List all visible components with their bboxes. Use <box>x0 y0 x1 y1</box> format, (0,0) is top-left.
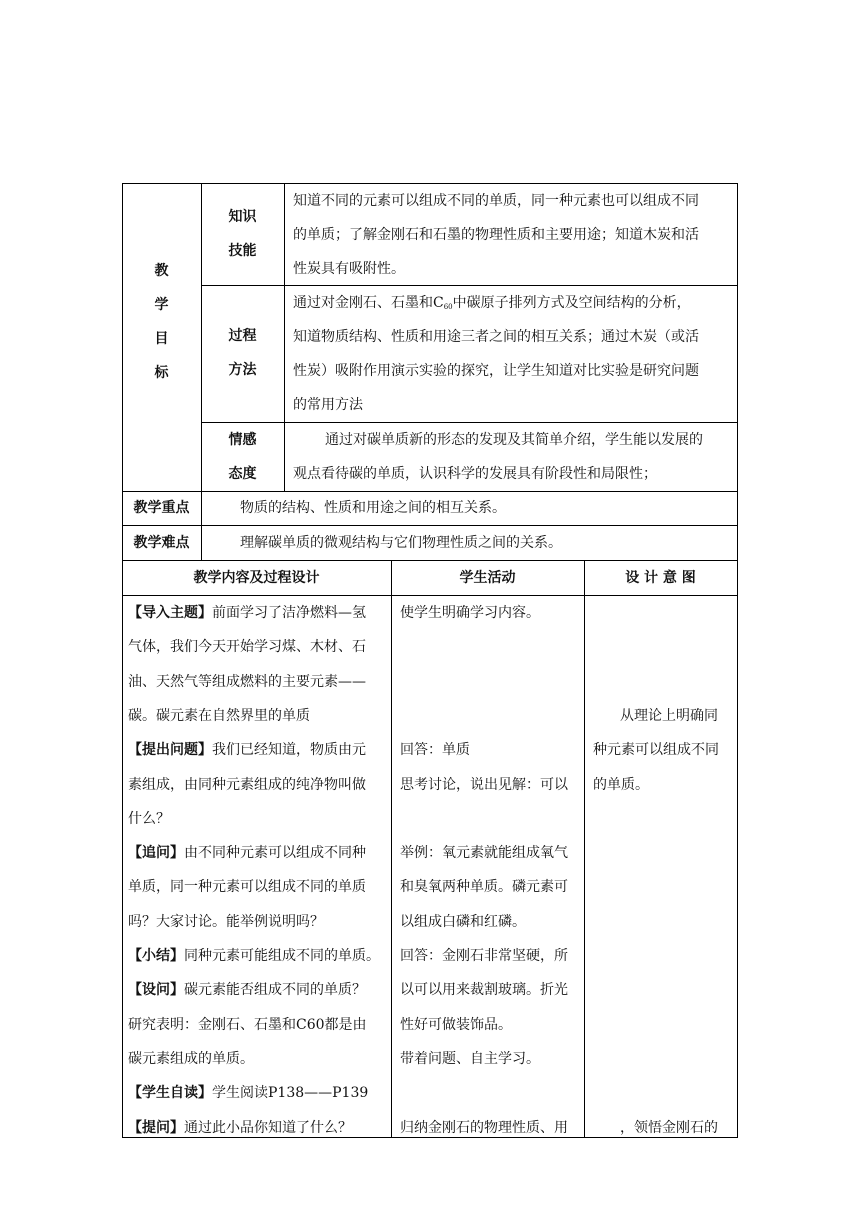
activity-line: 以可以用来裁割玻璃。折光 <box>400 982 568 999</box>
content-line-text: 单质，同一种元素可以组成不同的单质 <box>128 879 366 896</box>
content-line <box>128 768 366 802</box>
intent-line: 的单质。 <box>593 776 649 793</box>
goals-label-4: 标 <box>154 365 169 381</box>
key-point-label: 教学重点 <box>133 500 190 516</box>
process-text-post: 中碳原子排列方式及空间结构的分析， <box>452 295 691 311</box>
c60-subscript: 60 <box>443 303 453 311</box>
content-line-text: 由不同种元素可以组成不同种 <box>184 845 366 862</box>
process-text-line: 性炭）吸附作用演示实验的探究，让学生知道对比实验是研究问题 <box>293 363 699 379</box>
content-line-text: 研究表明：金刚石、石墨和C60都是由 <box>128 1016 367 1033</box>
goals-label-2: 学 <box>154 297 169 313</box>
goals-label-3: 目 <box>154 331 169 347</box>
activity-line: 归纳金刚石的物理性质、用 <box>400 1119 568 1136</box>
activity-line: 使学生明确学习内容。 <box>400 605 540 621</box>
content-line-tag: 【设问】 <box>128 982 184 999</box>
activity-line: 带着问题、自主学习。 <box>400 1050 540 1067</box>
intent-line: ，领悟金刚石的 <box>620 1119 718 1136</box>
content-line-tag: 【提问】 <box>128 1119 184 1136</box>
content-line <box>128 836 366 870</box>
activity-line: 回答：金刚石非常坚硬，所 <box>400 948 568 964</box>
difficulty-text: 理解碳单质的微观结构与它们物理性质之间的关系。 <box>240 535 562 551</box>
content-line-text: 素组成，由同种元素组成的纯净物叫做 <box>128 776 366 793</box>
process-text-line: 的常用方法 <box>293 397 363 413</box>
process-label-2: 方法 <box>228 362 257 378</box>
emotion-text-line: 通过对碳单质新的形态的发现及其简单介绍，学生能以发展的 <box>325 432 703 448</box>
process-text-line <box>293 286 691 324</box>
goals-label-1: 教 <box>154 263 169 279</box>
process-label-1: 过程 <box>228 328 257 344</box>
activity-line: 和臭氧两种单质。磷元素可 <box>400 879 568 896</box>
content-line-text: 油、天然气等组成燃料的主要元素—— <box>128 673 366 690</box>
intent-line: 种元素可以组成不同 <box>593 742 719 759</box>
content-line-text: 学生阅读P138——P139 <box>212 1085 369 1102</box>
content-line <box>128 596 366 630</box>
emotion-label-2: 态度 <box>228 466 257 482</box>
content-line-text: 通过此小品你知道了什么？ <box>184 1119 352 1136</box>
content-line-text: 气体，我们今天开始学习煤、木材、石 <box>128 639 366 656</box>
content-line-text: 我们已经知道，物质由元 <box>212 742 366 759</box>
emotion-label-1: 情感 <box>228 432 257 448</box>
content-line-text: 碳元素能否组成不同的单质？ <box>184 982 366 999</box>
activity-line: 思考讨论，说出见解：可以 <box>400 776 568 793</box>
content-line-text: 碳元素组成的单质。 <box>128 1050 254 1067</box>
process-text-pre: 通过对金刚石、石墨和C <box>293 295 444 311</box>
activity-line: 性好可做装饰品。 <box>400 1016 512 1033</box>
difficulty-label: 教学难点 <box>133 535 190 551</box>
knowledge-label-1: 知识 <box>228 209 257 225</box>
content-line <box>128 870 366 904</box>
content-line-tag: 【导入主题】 <box>128 605 212 621</box>
content-line-text: 碳。碳元素在自然界里的单质 <box>128 707 310 724</box>
content-line <box>128 665 366 699</box>
header-activity: 学生活动 <box>459 570 516 586</box>
header-content: 教学内容及过程设计 <box>193 570 320 586</box>
content-line-text: 什么？ <box>128 810 170 827</box>
content-line <box>128 1111 352 1145</box>
content-line-tag: 【提出问题】 <box>128 742 212 759</box>
knowledge-text-line: 的单质；了解金刚石和石墨的物理性质和主要用途；知道木炭和活 <box>293 227 699 243</box>
emotion-text-line: 观点看待碳的单质，认识科学的发展具有阶段性和局限性； <box>293 466 657 482</box>
content-line-text: 前面学习了洁净燃料—氢 <box>212 605 366 621</box>
knowledge-label-2: 技能 <box>228 243 257 259</box>
content-line-tag: 【小结】 <box>128 948 184 964</box>
header-intent: 设 计 意 图 <box>625 570 696 586</box>
content-line <box>128 973 366 1007</box>
knowledge-text-line: 性炭具有吸附性。 <box>293 261 405 277</box>
content-line <box>128 1042 254 1076</box>
content-line <box>128 699 310 733</box>
content-line <box>128 1008 367 1042</box>
content-line <box>128 802 170 836</box>
content-line <box>128 630 366 664</box>
activity-line: 回答：单质 <box>400 742 470 759</box>
key-point-text: 物质的结构、性质和用途之间的相互关系。 <box>240 500 506 516</box>
activity-line: 举例：氧元素就能组成氧气 <box>400 845 568 862</box>
content-line-tag: 【追问】 <box>128 845 184 862</box>
knowledge-text-line: 知道不同的元素可以组成不同的单质，同一种元素也可以组成不同 <box>293 193 699 209</box>
content-line <box>128 939 380 973</box>
content-line <box>128 1076 368 1110</box>
process-text-line: 知道物质结构、性质和用途三者之间的相互关系；通过木炭（或活 <box>293 329 699 345</box>
content-line-text: 吗？大家讨论。能举例说明吗？ <box>128 913 324 930</box>
content-line-text: 同种元素可能组成不同的单质。 <box>184 948 380 964</box>
intent-line: 从理论上明确同 <box>620 707 718 724</box>
content-line-tag: 【学生自读】 <box>128 1085 212 1102</box>
content-line <box>128 733 366 767</box>
content-line <box>128 905 324 939</box>
activity-line: 以组成白磷和红磷。 <box>400 913 526 930</box>
